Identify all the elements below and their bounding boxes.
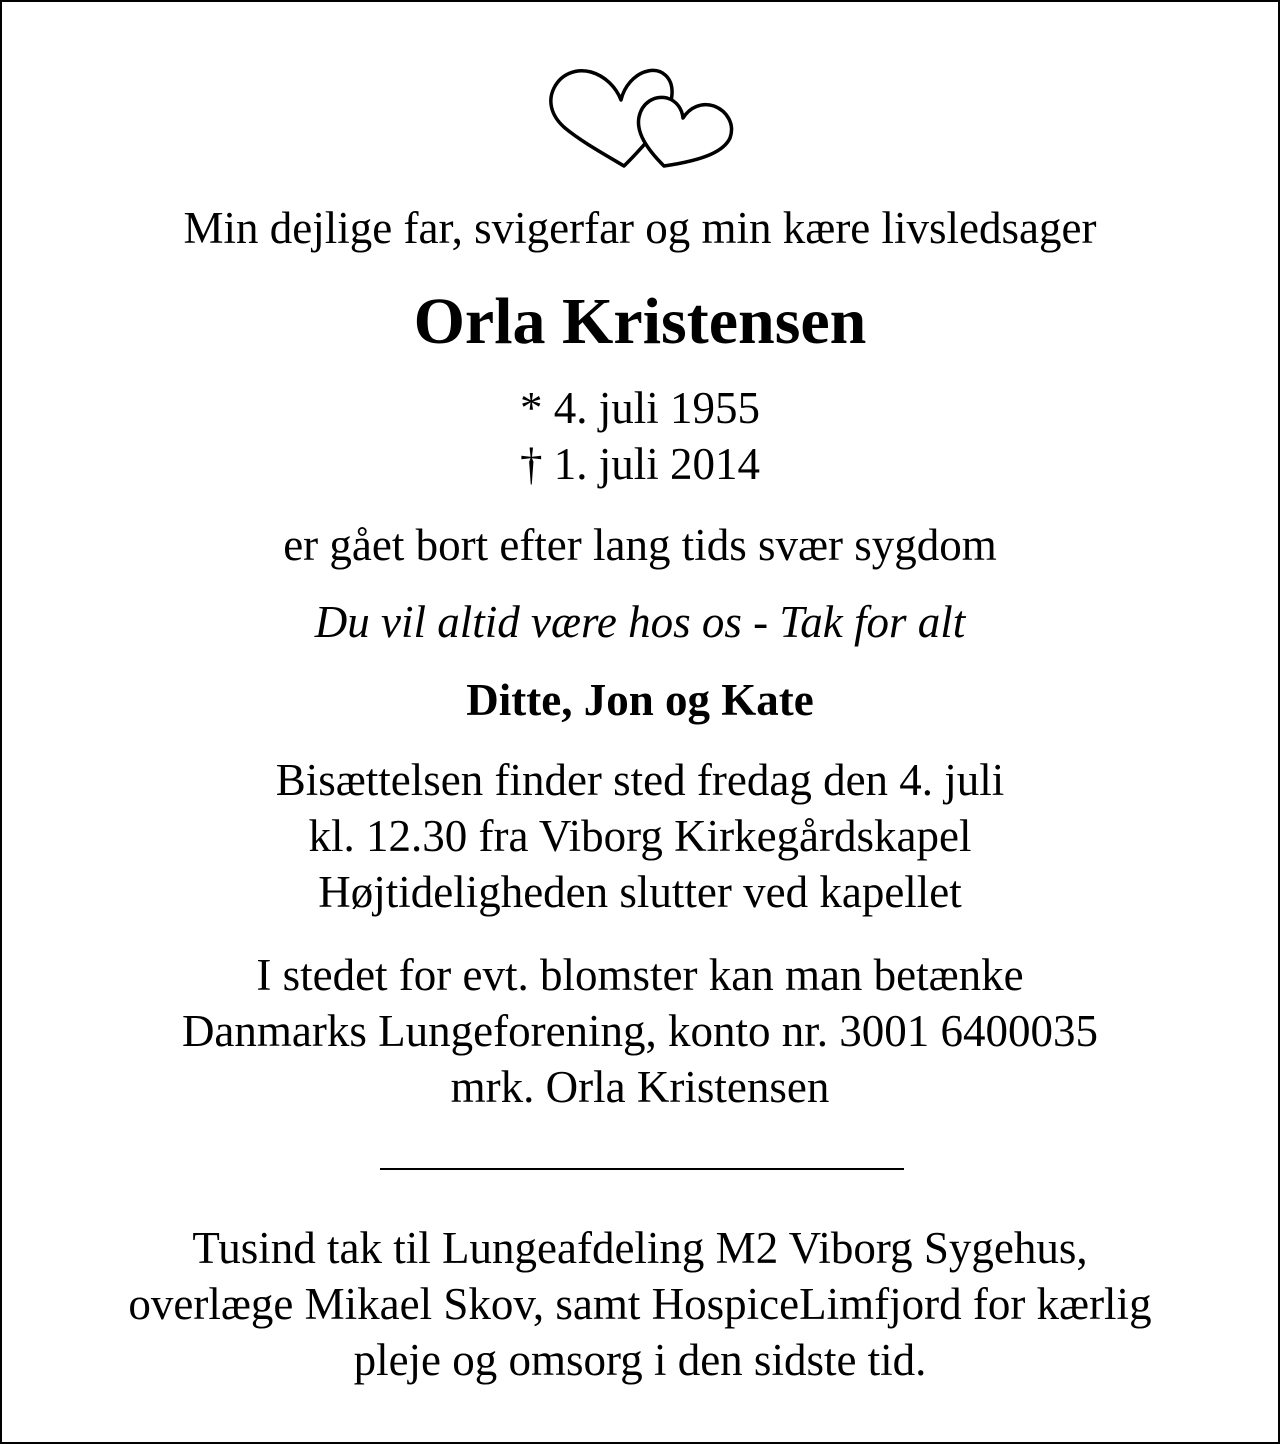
funeral-line: Højtideligheden slutter ved kapellet [318,867,962,917]
donation-line: I stedet for evt. blomster kan man betænke [256,950,1024,1000]
motto-text: Du vil altid være hos os - Tak for alt [314,597,966,647]
life-dates [2,380,1278,492]
intro-text: Min dejlige far, svigerfar og min kære livsledsager [183,203,1097,253]
thanks-line: overlæge Mikael Skov, samt HospiceLimfjord for kærlig [128,1279,1152,1329]
cause-text: er gået bort efter lang tids svær sygdom [283,520,997,570]
two-hearts-icon [542,62,742,172]
birth-date: * 4. juli 1955 [519,383,760,433]
deceased-name: Orla Kristensen [413,285,867,358]
death-date: † 1. juli 2014 [519,439,760,489]
thanks-line: Tusind tak til Lungeafdeling M2 Viborg Sygehus, [192,1223,1088,1273]
funeral-line: kl. 12.30 fra Viborg Kirkegårdskapel [308,811,972,861]
donation-info [2,947,1278,1115]
family-signature: Ditte, Jon og Kate [466,675,814,725]
thanks-text [2,1220,1278,1388]
funeral-line: Bisættelsen finder sted fredag den 4. juli [275,755,1005,805]
funeral-info [2,752,1278,920]
divider [380,1168,904,1170]
thanks-line: pleje og omsorg i den sidste tid. [353,1335,927,1385]
donation-line: mrk. Orla Kristensen [450,1062,830,1112]
donation-line: Danmarks Lungeforening, konto nr. 3001 6400035 [181,1006,1099,1056]
